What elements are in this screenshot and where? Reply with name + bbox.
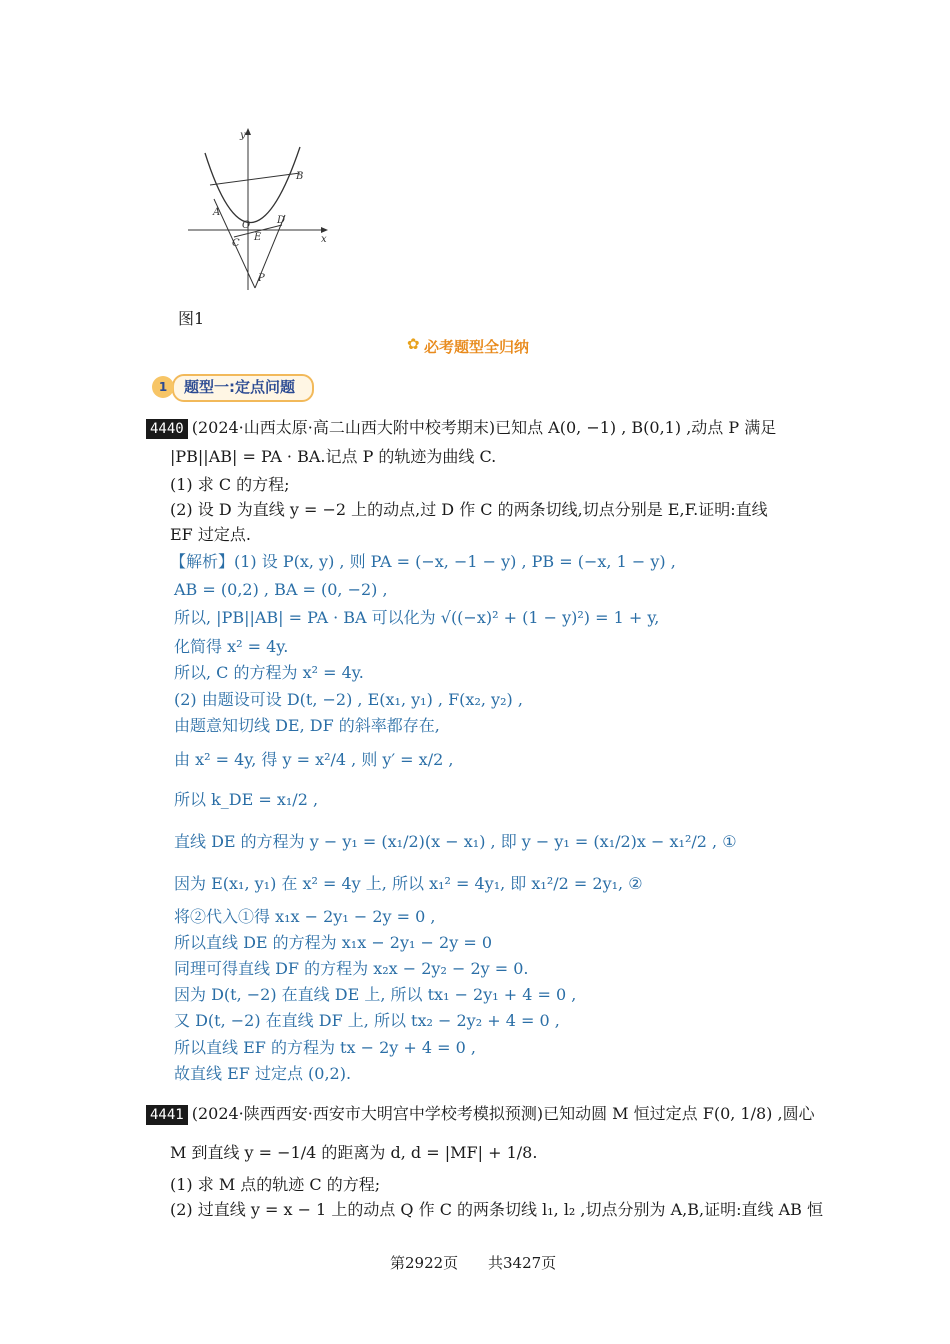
solution-line: 【解析】(1) 设 P(x, y) , 则 PA = (−x, −1 − y) , PB = (−x, 1 − y) , bbox=[170, 552, 676, 571]
solution-line: 所以, |PB||AB| = PA · BA 可以化为 √((−x)² + (1 − y)²) = 1 + y, bbox=[174, 608, 660, 627]
solution-line: 由题意知切线 DE, DF 的斜率都存在, bbox=[174, 716, 440, 735]
label-D: D bbox=[277, 215, 286, 226]
page-total: 共3427页 bbox=[488, 1254, 557, 1272]
parabola-figure bbox=[180, 125, 340, 295]
label-x: x bbox=[321, 234, 327, 245]
section-title: 必考题型全归纳 bbox=[424, 338, 530, 356]
problem-4440-line2: |PB||AB| = PA · BA.记点 P 的轨迹为曲线 C. bbox=[170, 447, 497, 466]
problem-number: 4441 bbox=[146, 1105, 188, 1125]
figure-caption: 图1 bbox=[178, 309, 205, 328]
problem-number: 4440 bbox=[146, 419, 188, 439]
solution-line: AB = (0,2) , BA = (0, −2) , bbox=[174, 580, 388, 599]
problem-4440-q1: (1) 求 C 的方程; bbox=[170, 475, 290, 494]
solution-line: (2) 由题设可设 D(t, −2) , E(x₁, y₁) , F(x₂, y₂) , bbox=[174, 690, 523, 709]
problem-4441-line1: 4441 (2024·陕西西安·西安市大明宫中学校考模拟预测)已知动圆 M 恒过定点 F(0, 1/8) ,圆心 bbox=[146, 1104, 815, 1125]
solution-line: 同理可得直线 DF 的方程为 x₂x − 2y₂ − 2y = 0. bbox=[174, 959, 529, 978]
label-B: B bbox=[296, 171, 304, 182]
label-A: A bbox=[213, 207, 221, 218]
banner-label: 题型一:定点问题 bbox=[184, 378, 295, 396]
problem-4441-line2: M 到直线 y = −1/4 的距离为 d, d = |MF| + 1/8. bbox=[170, 1143, 538, 1162]
solution-line: 直线 DE 的方程为 y − y₁ = (x₁/2)(x − x₁) , 即 y − y₁ = (x₁/2)x − x₁²/2 , ① bbox=[174, 832, 737, 851]
solution-line: 因为 E(x₁, y₁) 在 x² = 4y 上, 所以 x₁² = 4y₁, 即 x₁²/2 = 2y₁, ② bbox=[174, 874, 643, 893]
page-number: 第2922页 bbox=[390, 1254, 459, 1272]
label-y: y bbox=[240, 130, 246, 141]
problem-4440-line1: 4440 (2024·山西太原·高二山西大附中校考期末)已知点 A(0, −1) , B(0,1) ,动点 P 满足 bbox=[146, 418, 776, 439]
label-C: C bbox=[232, 238, 240, 249]
solution-line: 故直线 EF 过定点 (0,2). bbox=[174, 1064, 352, 1083]
solution-line: 所以直线 EF 的方程为 tx − 2y + 4 = 0 , bbox=[174, 1038, 476, 1057]
solution-line: 又 D(t, −2) 在直线 DF 上, 所以 tx₂ − 2y₂ + 4 = 0 , bbox=[174, 1011, 560, 1030]
solution-line: 将②代入①得 x₁x − 2y₁ − 2y = 0 , bbox=[174, 907, 436, 926]
solution-line: 所以直线 DE 的方程为 x₁x − 2y₁ − 2y = 0 bbox=[174, 933, 492, 952]
type-banner bbox=[148, 371, 312, 401]
solution-line: 因为 D(t, −2) 在直线 DE 上, 所以 tx₁ − 2y₁ + 4 = 0 , bbox=[174, 985, 577, 1004]
problem-4441-q2: (2) 过直线 y = x − 1 上的动点 Q 作 C 的两条切线 l₁, l₂ ,切点分别为 A,B,证明:直线 AB 恒 bbox=[170, 1200, 823, 1219]
banner-number: 1 bbox=[152, 376, 174, 398]
label-O: O bbox=[242, 220, 251, 231]
problem-4440-q2: (2) 设 D 为直线 y = −2 上的动点,过 D 作 C 的两条切线,切点分别是 E,F.证明:直线 bbox=[170, 500, 768, 519]
solution-line: 所以 k_DE = x₁/2 , bbox=[174, 790, 319, 809]
solution-line: 化简得 x² = 4y. bbox=[174, 637, 289, 656]
flower-icon: ✿ bbox=[407, 335, 420, 353]
solution-line: 由 x² = 4y, 得 y = x²/4 , 则 y′ = x/2 , bbox=[174, 750, 454, 769]
label-E: E bbox=[254, 232, 262, 243]
problem-4440-q2b: EF 过定点. bbox=[170, 525, 251, 544]
problem-4441-q1: (1) 求 M 点的轨迹 C 的方程; bbox=[170, 1175, 381, 1194]
solution-line: 所以, C 的方程为 x² = 4y. bbox=[174, 663, 364, 682]
label-P: P bbox=[258, 273, 265, 284]
